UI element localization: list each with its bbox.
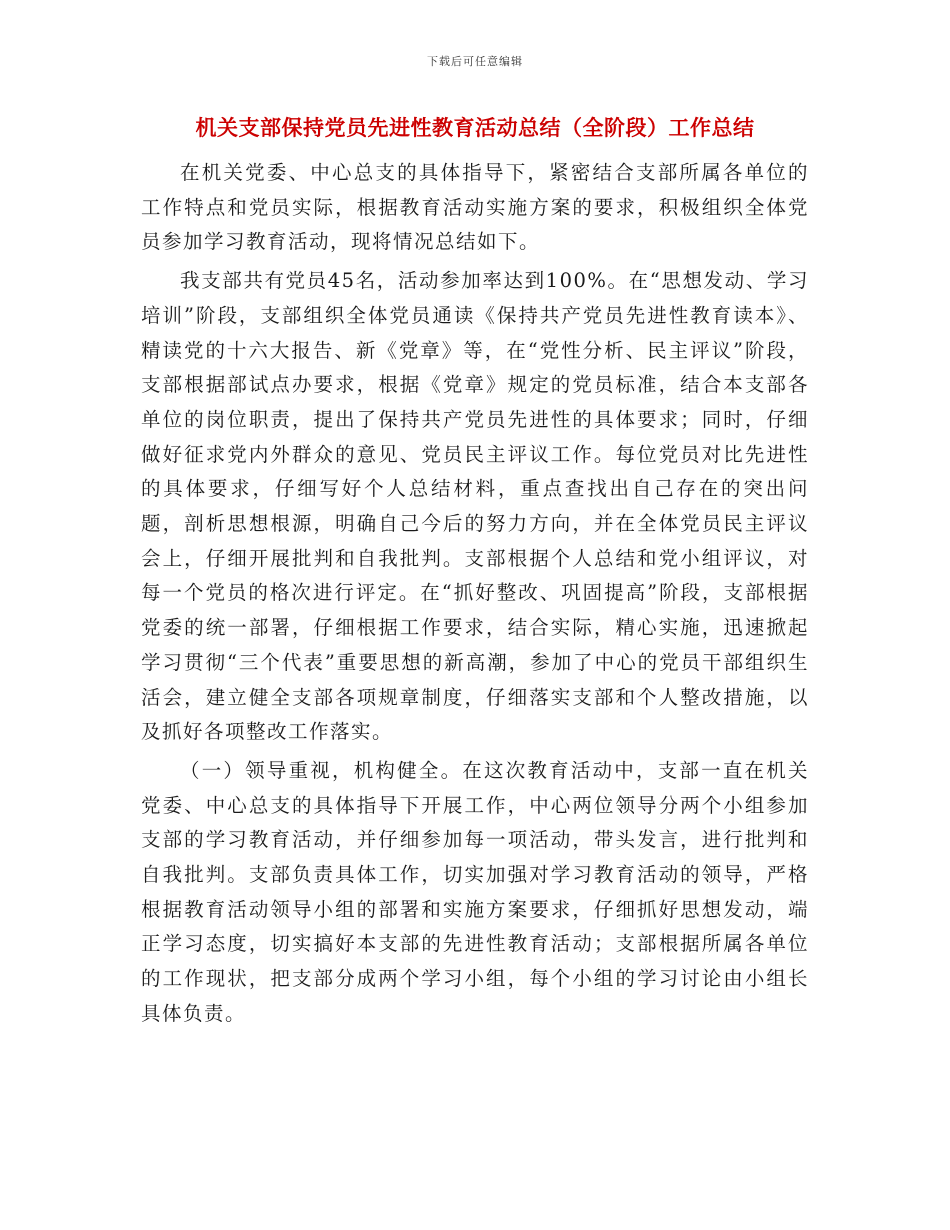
header-note: 下载后可任意编辑 [427, 55, 523, 68]
paragraph-intro: 在机关党委、中心总支的具体指导下，紧密结合支部所属各单位的工作特点和党员实际，根据教育活动实施方案的要求，积极组织全体党员参加学习教育活动，现将情况总结如下。 [141, 161, 809, 254]
document-body [141, 156, 809, 1036]
paragraph-stages: 我支部共有党员45名，活动参加率达到100%。在“思想发动、学习培训”阶段，支部组织全体党员通读《保持共产党员先进性教育读本》、精读党的十六大报告、新《党章》等，在“党性分析、民主评议”阶段，支部根据部试点办要求，根据《党章》规定的党员标准，结合本支部各单位的岗位职责，提出了保持共产党员先进性的具体要求；同时，仔细做好征求党内外群众的意见、党员民主评议工作。每位党员对比先进性的具体要求，仔细写好个人总结材料，重点查找出自己存在的突出问题，剖析思想根源，明确自己今后的努力方向，并在全体党员民主评议会上，仔细开展批判和自我批判。支部根据个人总结和党小组评议，对每一个党员的格次进行评定。在“抓好整改、巩固提高”阶段，支部根据党委的统一部署，仔细根据工作要求，结合实际，精心实施，迅速掀起学习贯彻“三个代表”重要思想的新高潮，参加了中心的党员干部组织生活会，建立健全支部各项规章制度，仔细落实支部和个人整改措施，以及抓好各项整改工作落实。 [141, 269, 809, 744]
paragraph-leadership: （一）领导重视，机构健全。在这次教育活动中，支部一直在机关党委、中心总支的具体指导下开展工作，中心两位领导分两个小组参加支部的学习教育活动，并仔细参加每一项活动，带头发言，进行批判和自我批判。支部负责具体工作，切实加强对学习教育活动的领导，严格根据教育活动领导小组的部署和实施方案要求，仔细抓好思想发动，端正学习态度，切实搞好本支部的先进性教育活动；支部根据所属各单位的工作现状，把支部分成两个学习小组，每个小组的学习讨论由小组长具体负责。 [141, 758, 809, 1025]
document-title: 机关支部保持党员先进性教育活动总结（全阶段）工作总结 [195, 115, 755, 140]
